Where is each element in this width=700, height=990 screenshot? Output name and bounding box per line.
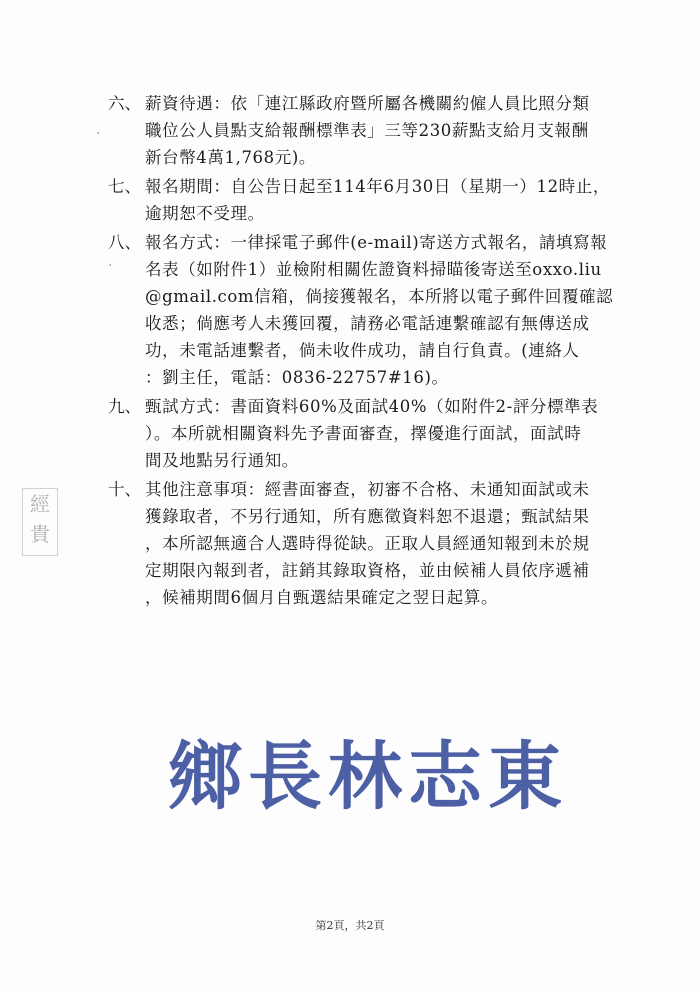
item-text (145, 173, 628, 227)
scan-artifact: · (96, 126, 101, 142)
item-text (145, 476, 628, 611)
item-text-line: 甄試方式：書面資料60%及面試40%（如附件2-評分標準表 (145, 397, 599, 416)
item-number: 八、 (108, 233, 141, 252)
seal-char: 貴 (30, 522, 50, 546)
item-text-line: 定期限內報到者，註銷其錄取資格，並由候補人員依序遞補 (145, 561, 590, 580)
signature-stamp (168, 722, 568, 822)
item-text-line: 薪資待遇：依「連江縣政府暨所屬各機關約僱人員比照分類 (145, 94, 590, 113)
item-text-line: 間及地點另行通知。 (145, 451, 299, 470)
item-text-line: 名表（如附件1）並檢附相關佐證資料掃瞄後寄送至oxxo.liu (145, 260, 602, 279)
notice-body (108, 90, 628, 613)
notice-item (108, 476, 628, 611)
item-text-line: 新台幣4萬1,768元)。 (145, 148, 316, 167)
notice-item (108, 90, 628, 171)
item-text-line: 職位公人員點支給報酬標準表」三等230薪點支給月支報酬 (145, 121, 589, 140)
item-text-line: ）。本所就相關資料先予書面審查，擇優進行面試，面試時 (145, 424, 582, 443)
signature-text: 鄉長林志東 (168, 734, 568, 820)
item-number: 六、 (108, 94, 141, 113)
item-text (145, 229, 628, 391)
item-number: 七、 (108, 177, 141, 196)
notice-item (108, 173, 628, 227)
item-number: 九、 (108, 397, 141, 416)
scan-artifact: · (108, 258, 113, 274)
item-text-line: ，本所認無適合人選時得從缺。正取人員經通知報到未於規 (145, 534, 590, 553)
item-text-line: 逾期恕不受理。 (145, 204, 265, 223)
item-text-line: 獲錄取者，不另行通知，所有應徵資料恕不退還；甄試結果 (145, 507, 590, 526)
item-number: 十、 (108, 480, 141, 499)
item-text-line: 報名期間：自公告日起至114年6月30日（星期一）12時止， (145, 177, 610, 196)
notice-item (108, 229, 628, 391)
item-text-line: 收悉；倘應考人未獲回覆，請務必電話連繫確認有無傳送成 (145, 314, 590, 333)
item-text-line: 功，未電話連繫者，倘未收件成功，請自行負責。(連絡人 (145, 341, 580, 360)
item-text-line: ，候補期間6個月自甄選結果確定之翌日起算。 (145, 588, 499, 607)
item-text-line: 其他注意事項：經書面審查，初審不合格、未通知面試或未 (145, 480, 590, 499)
page-footer: 第2頁，共2頁 (315, 919, 385, 932)
item-text-line: 報名方式：一律採電子郵件(e-mail)寄送方式報名，請填寫報 (145, 233, 608, 252)
item-text-line: @gmail.com信箱，倘接獲報名，本所將以電子郵件回覆確認 (145, 287, 614, 306)
item-text (145, 393, 628, 474)
notice-item (108, 393, 628, 474)
seal-stamp (22, 488, 58, 556)
seal-char: 經 (30, 492, 50, 516)
item-text (145, 90, 628, 171)
item-text-line: ：劉主任，電話：0836-22757#16)。 (145, 368, 449, 387)
